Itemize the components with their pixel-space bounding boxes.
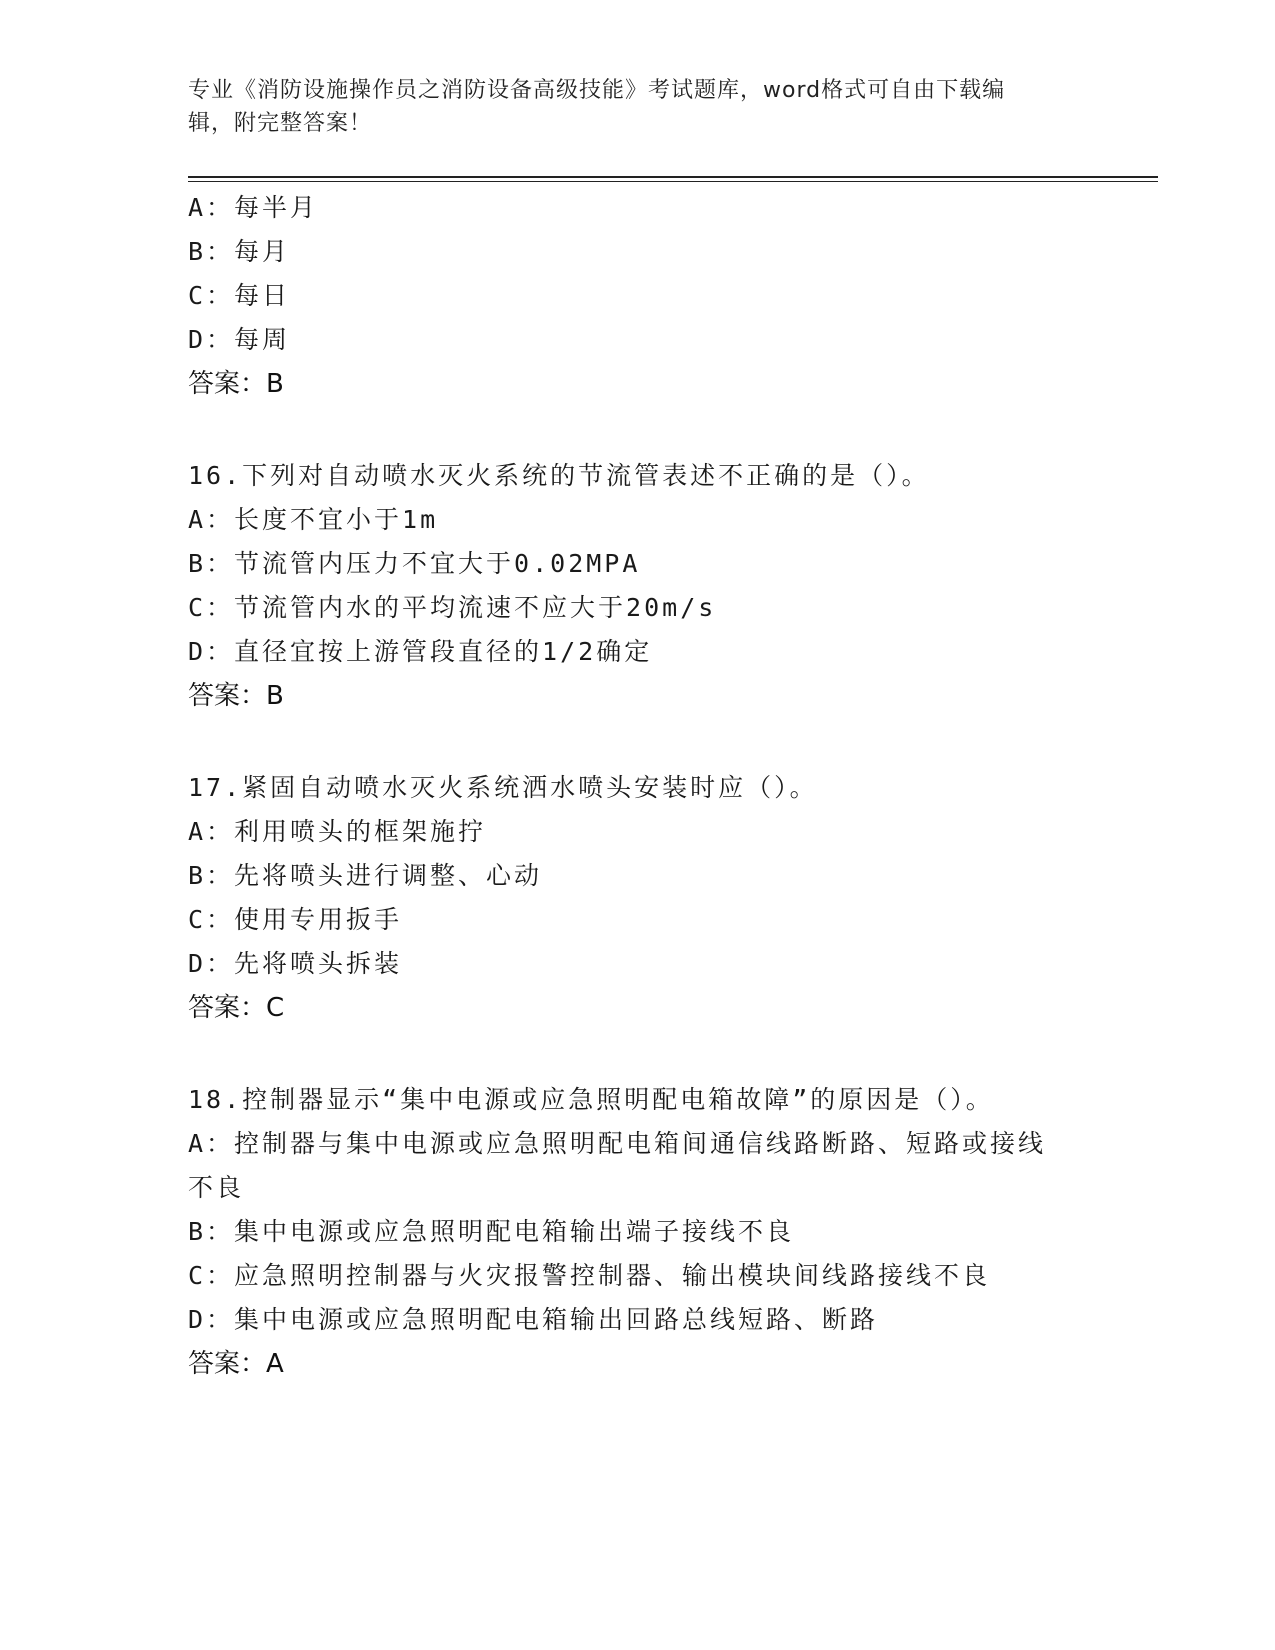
q17-option-c: C：使用专用扳手: [188, 905, 403, 934]
q18-stem: 18.控制器显示“集中电源或应急照明配电箱故障”的原因是（）。: [188, 1085, 994, 1114]
q18-answer: 答案：A: [188, 1349, 284, 1379]
prev-option-a: A：每半月: [188, 193, 319, 222]
q17-stem: 17.紧固自动喷水灭火系统洒水喷头安装时应（）。: [188, 773, 818, 802]
header-divider-bottom: [188, 181, 1158, 182]
q18-option-c: C：应急照明控制器与火灾报警控制器、输出模块间线路接线不良: [188, 1261, 991, 1290]
q18-option-a: A：控制器与集中电源或应急照明配电箱间通信线路断路、短路或接线: [188, 1129, 1047, 1158]
q16-stem: 16.下列对自动喷水灭火系统的节流管表述不正确的是（）。: [188, 461, 930, 490]
q17-option-d: D：先将喷头拆装: [188, 949, 403, 978]
q17-option-b: B：先将喷头进行调整、心动: [188, 861, 543, 890]
prev-answer: 答案：B: [188, 369, 284, 399]
prev-option-b: B：每月: [188, 237, 291, 266]
q16-option-a: A：长度不宜小于1m: [188, 505, 439, 534]
header-line-1: 专业《消防设施操作员之消防设备高级技能》考试题库，word格式可自由下载编: [188, 78, 1006, 103]
header-line-2: 辑，附完整答案！: [188, 111, 373, 136]
prev-option-c: C：每日: [188, 281, 291, 310]
document-header: [188, 74, 1068, 140]
prev-option-d: D：每周: [188, 325, 291, 354]
q18-option-a-continued: 不良: [188, 1173, 245, 1202]
q16-answer: 答案：B: [188, 681, 284, 711]
q18-option-b: B：集中电源或应急照明配电箱输出端子接线不良: [188, 1217, 795, 1246]
q16-option-b: B：节流管内压力不宜大于0.02MPA: [188, 549, 641, 578]
q17-answer: 答案：C: [188, 993, 285, 1023]
q17-option-a: A：利用喷头的框架施拧: [188, 817, 487, 846]
q16-option-c: C：节流管内水的平均流速不应大于20m/s: [188, 593, 717, 622]
header-divider-top: [188, 176, 1158, 178]
q18-option-d: D：集中电源或应急照明配电箱输出回路总线短路、断路: [188, 1305, 879, 1334]
q16-option-d: D：直径宜按上游管段直径的1/2确定: [188, 637, 653, 666]
